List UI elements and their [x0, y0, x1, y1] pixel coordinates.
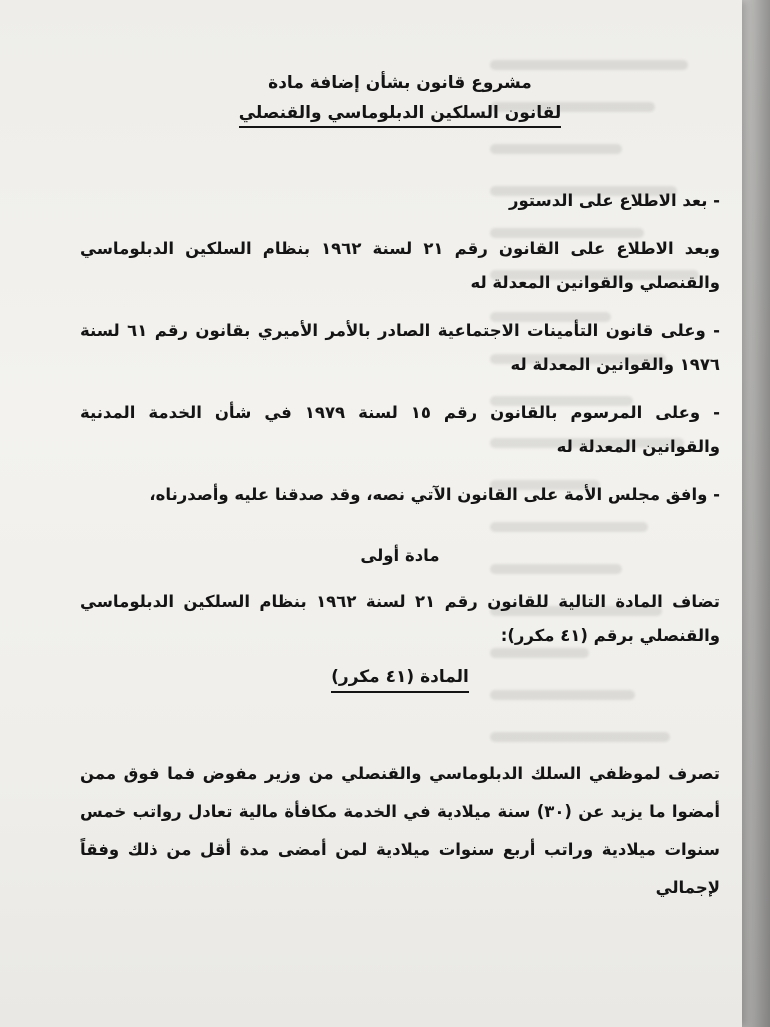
document-subtitle [80, 98, 720, 128]
article-one-heading: مادة أولى [360, 546, 440, 565]
preamble-2: وبعد الاطلاع على القانون رقم ٢١ لسنة ١٩٦٢ بنظام السلكين الدبلوماسي والقنصلي والقوانين المعدلة له [80, 239, 720, 292]
article-41-heading [80, 667, 720, 687]
article-41-text: تصرف لموظفي السلك الدبلوماسي والقنصلي من وزير مفوض فما فوق ممن أمضوا ما يزيد عن (٣٠) سنة ميلادية في الخدمة مكافأة مالية تعادل رواتب خمس سنوات ميلادية وراتب أربع سنوات ميلادية لمن أمضى مدة أقل من ذلك وفقاً لإجمالي [80, 764, 720, 897]
article-41-heading-text: المادة (٤١ مكرر) [331, 667, 469, 693]
article-one-text: تضاف المادة التالية للقانون رقم ٢١ لسنة ١٩٦٢ بنظام السلكين الدبلوماسي والقنصلي برقم (٤١ مكرر): [80, 592, 720, 645]
document-title: مشروع قانون بشأن إضافة مادة [268, 73, 532, 93]
preamble-1: - بعد الاطلاع على الدستور [508, 191, 720, 210]
preamble-4: - وعلى المرسوم بالقانون رقم ١٥ لسنة ١٩٧٩ في شأن الخدمة المدنية والقوانين المعدلة له [80, 403, 720, 456]
preamble-3: - وعلى قانون التأمينات الاجتماعية الصادر بالأمر الأميري بقانون رقم ٦١ لسنة ١٩٧٦ والقوانين المعدلة له [80, 321, 720, 374]
document-body [80, 58, 720, 907]
preamble-5: - وافق مجلس الأمة على القانون الآتي نصه، وقد صدقنا عليه وأصدرناه، [149, 485, 720, 504]
document-subtitle-text: لقانون السلكين الدبلوماسي والقنصلي [239, 103, 562, 128]
